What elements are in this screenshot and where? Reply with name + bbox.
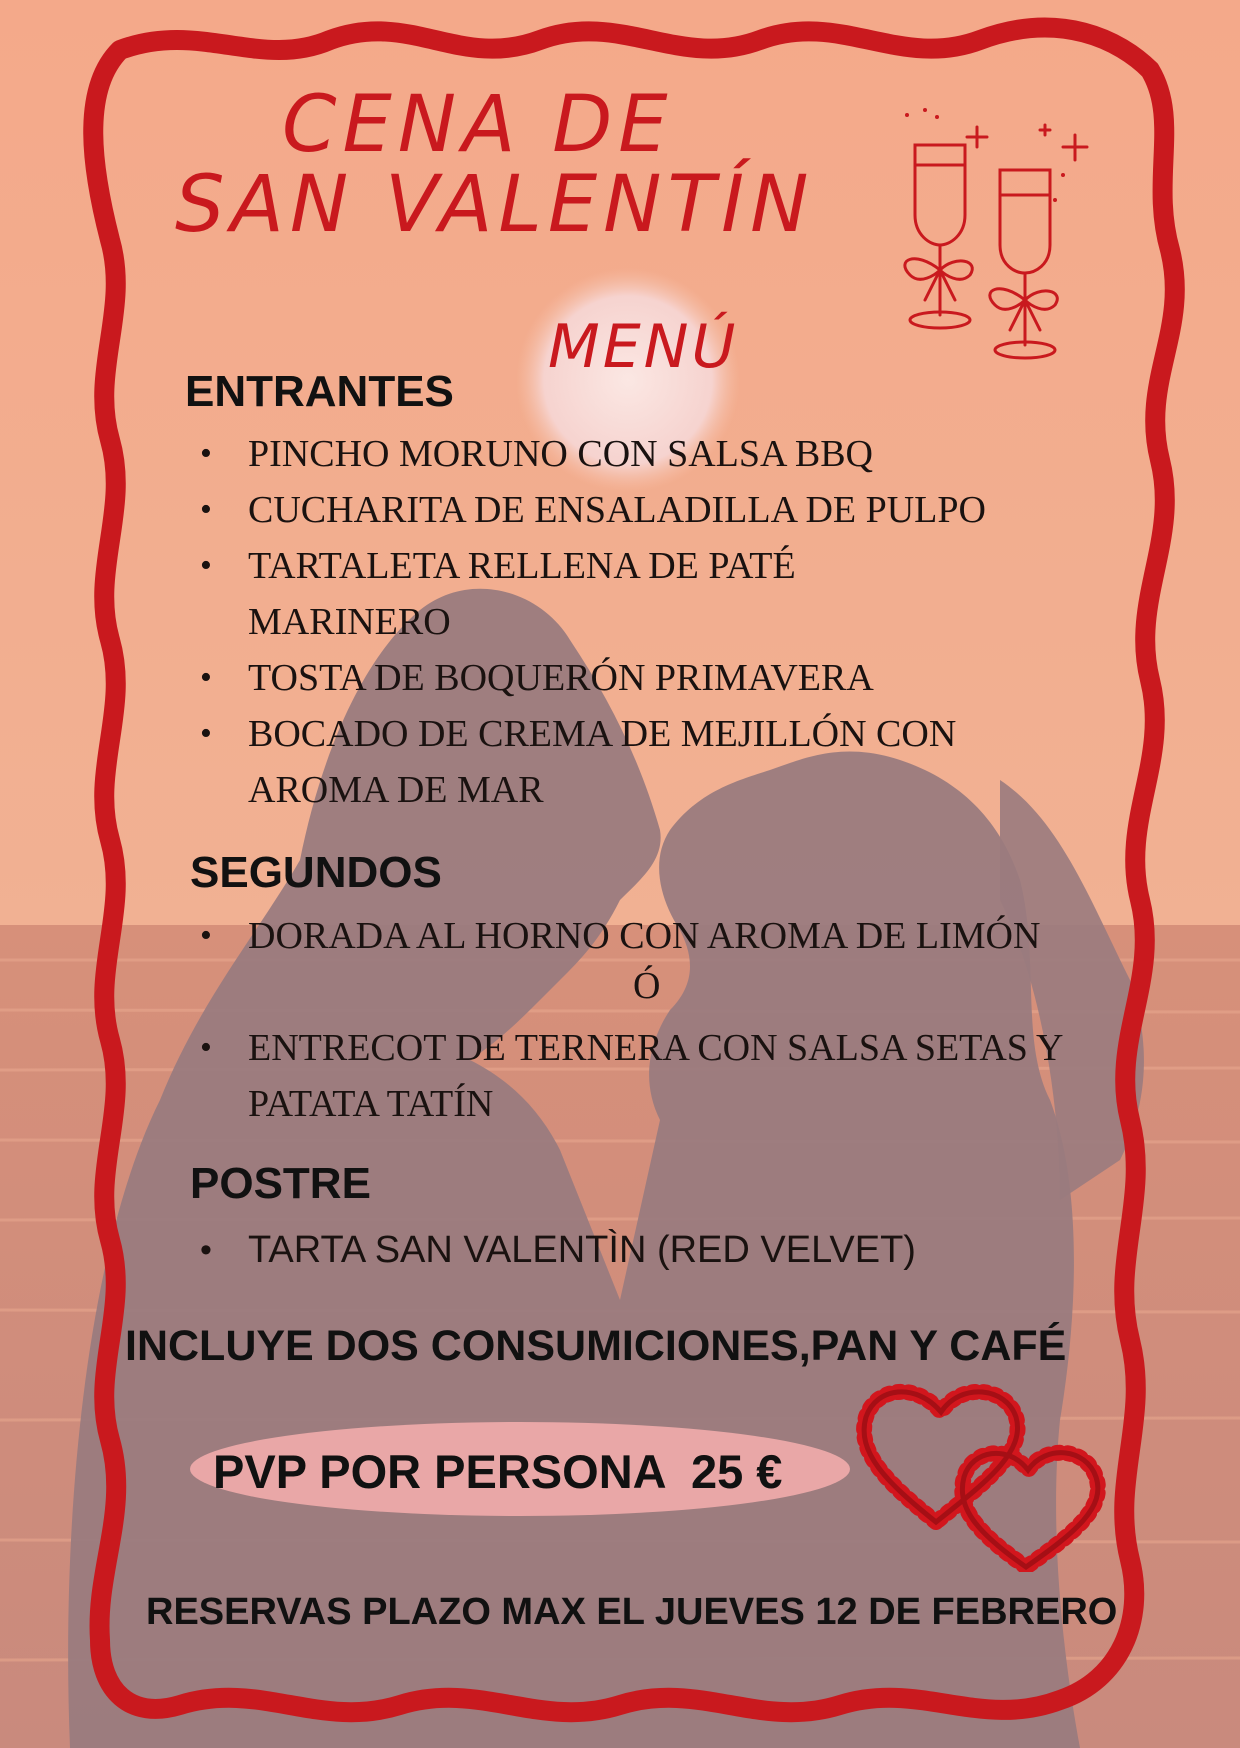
list-item: • TARTA SAN VALENTÌN (RED VELVET) xyxy=(188,1222,1088,1278)
list-item: • ENTRECOT DE TERNERA CON SALSA SETAS Y PATATA TATÍN xyxy=(188,1020,1138,1132)
or-separator: Ó xyxy=(633,965,661,1007)
postre-list xyxy=(188,1222,1088,1278)
list-item: • TARTALETA RELLENA DE PATÉ MARINERO xyxy=(188,538,828,650)
includes-text: INCLUYE DOS CONSUMICIONES,PAN Y CAFÉ xyxy=(125,1322,1067,1370)
list-item: • CUCHARITA DE ENSALADILLA DE PULPO xyxy=(188,482,1068,538)
segundos-list-2 xyxy=(188,1020,1148,1132)
entrantes-list xyxy=(188,426,1068,818)
list-item: • BOCADO DE CREMA DE MEJILLÓN CON AROMA DE MAR xyxy=(188,706,1048,818)
section-heading-entrantes: ENTRANTES xyxy=(185,367,454,416)
section-heading-segundos: SEGUNDOS xyxy=(190,848,442,897)
title-line1: CENA DE xyxy=(282,80,674,170)
reservations-text: RESERVAS PLAZO MAX EL JUEVES 12 DE FEBRERO xyxy=(146,1591,1118,1633)
list-item: • DORADA AL HORNO CON AROMA DE LIMÓN xyxy=(188,908,1148,964)
rose-hearts-icon xyxy=(846,1372,1136,1572)
section-heading-postre: POSTRE xyxy=(190,1159,371,1208)
segundos-list-1 xyxy=(188,908,1148,964)
list-item: • TOSTA DE BOQUERÓN PRIMAVERA xyxy=(188,650,1068,706)
menu-heading: MENÚ xyxy=(548,312,739,382)
champagne-glasses-icon xyxy=(885,105,1090,370)
list-item: • PINCHO MORUNO CON SALSA BBQ xyxy=(188,426,1068,482)
title-line2: SAN VALENTÍN xyxy=(175,160,815,250)
price-text: PVP POR PERSONA 25 € xyxy=(213,1445,783,1498)
